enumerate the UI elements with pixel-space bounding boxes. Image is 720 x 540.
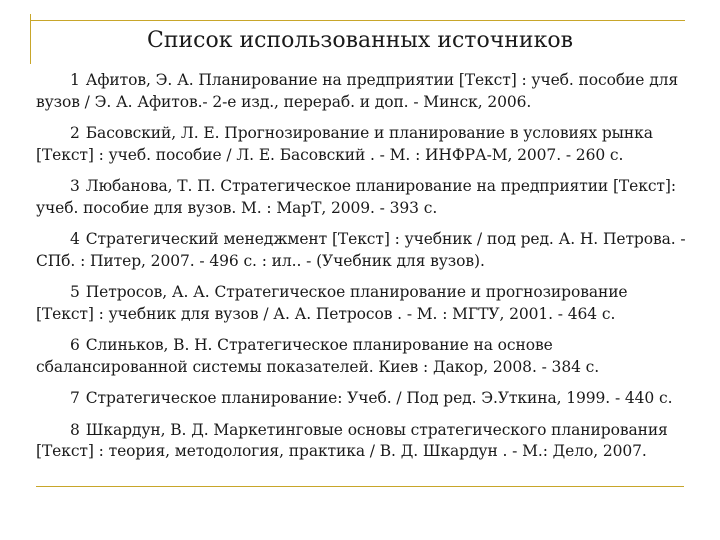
reference-text: Стратегическое планирование: Учеб. / Под ред. Э.Уткина, 1999. - 440 с. (85, 389, 673, 407)
reference-number: 6 (70, 336, 80, 354)
reference-text: Шкардун, В. Д. Маркетинговые основы стратегического планирования [Текст] : теория, методология, практика / В. Д. Шкардун . - М.: Дело, 2007. (36, 420, 668, 460)
reference-number: 4 (70, 230, 80, 248)
reference-text: Петросов, А. А. Стратегическое планирование и прогнозирование [Текст] : учебник для вузов / А. А. Петросов . - М. : МГТУ, 2001. - 464 с. (36, 283, 628, 323)
reference-item (36, 420, 690, 463)
top-accent-line (30, 20, 685, 21)
reference-item (36, 70, 690, 113)
reference-number: 5 (70, 283, 80, 301)
page-title: Список использованных источников (147, 28, 573, 53)
reference-list (36, 70, 690, 473)
reference-item (36, 229, 690, 272)
reference-number: 3 (70, 177, 80, 195)
reference-item (36, 388, 690, 410)
reference-number: 2 (70, 124, 80, 142)
reference-item (36, 123, 690, 166)
reference-number: 7 (70, 389, 80, 407)
reference-item (36, 282, 690, 325)
reference-text: Афитов, Э. А. Планирование на предприятии [Текст] : учеб. пособие для вузов / Э. А. Афитов.- 2-е изд., перераб. и доп. - Минск, 2006. (36, 71, 679, 111)
bottom-accent-line (36, 486, 684, 487)
reference-text: Стратегический менеджмент [Текст] : учебник / под ред. А. Н. Петрова. - СПб. : Питер, 2007. - 496 с. : ил.. - (Учебник для вузов). (36, 230, 686, 270)
reference-number: 1 (70, 71, 80, 89)
reference-text: Слиньков, В. Н. Стратегическое планирование на основе сбалансированной системы показателей. Киев : Дакор, 2008. - 384 с. (36, 336, 600, 376)
reference-item (36, 176, 690, 219)
reference-number: 8 (70, 420, 80, 439)
reference-item (36, 335, 690, 378)
reference-text: Басовский, Л. Е. Прогнозирование и планирование в условиях рынка [Текст] : учеб. пособие / Л. Е. Басовский . - М. : ИНФРА-М, 2007. - 260 с. (36, 124, 653, 164)
reference-text: Любанова, Т. П. Стратегическое планирование на предприятии [Текст]: учеб. пособие для вузов. М. : МарТ, 2009. - 393 с. (36, 177, 676, 217)
